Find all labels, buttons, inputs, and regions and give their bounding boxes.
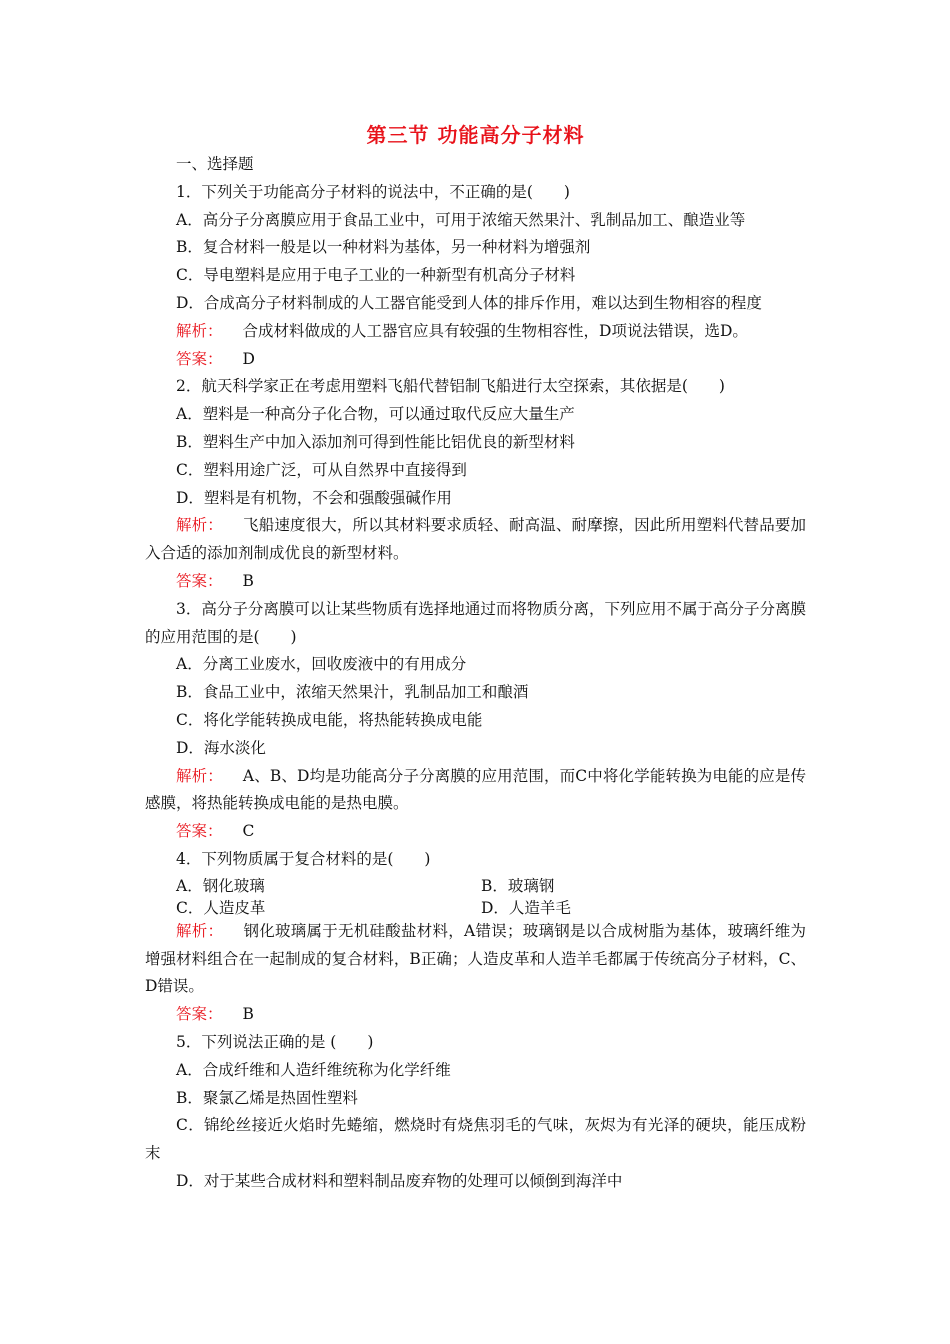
question-stem: 3．高分子分离膜可以让某些物质有选择地通过而将物质分离，下列应用不属于高分子分离膜的应用范围的是( ) [145,599,806,646]
question-1 [145,179,806,374]
question-stem: 4．下列物质属于复合材料的是( ) [176,849,431,868]
option-b: B．食品工业中，浓缩天然果汁，乳制品加工和酿酒 [176,683,529,702]
option-c: C．塑料用途广泛，可从自然界中直接得到 [176,460,467,479]
option-a: A．分离工业废水，回收废液中的有用成分 [176,655,467,674]
analysis-text: 钢化玻璃属于无机硅酸盐材料，A错误；玻璃钢是以合成树脂为基体，玻璃纤维为增强材料组合在一起制成的复合材料，B正确；人造皮革和人造羊毛都属于传统高分子材料，C、D错误。 [145,921,806,996]
analysis [145,763,806,819]
question-stem: 1．下列关于功能高分子材料的说法中，不正确的是( ) [176,182,570,201]
answer-value: C [242,822,255,841]
answer-value: B [242,571,254,590]
option-d: D．人造羊毛 [481,898,571,917]
option-b: B．塑料生产中加入添加剂可得到性能比铝优良的新型材料 [176,432,575,451]
options-row-1 [145,874,806,896]
section-heading: 一、选择题 [176,155,254,173]
analysis-text: A、B、D均是功能高分子分离膜的应用范围，而C中将化学能转换为电能的应是传感膜，将热能转换成电能的是热电膜。 [145,766,806,813]
option-d: D．塑料是有机物，不会和强酸强碱作用 [176,488,452,507]
options-row-2 [145,896,806,918]
option-c: C．导电塑料是应用于电子工业的一种新型有机高分子材料 [176,266,576,285]
option-a: A．钢化玻璃 [176,876,265,895]
option-d: D．对于某些合成材料和塑料制品废弃物的处理可以倾倒到海洋中 [176,1171,623,1190]
analysis-label: 解析： [176,516,223,535]
option-b: B．聚氯乙烯是热固性塑料 [176,1088,358,1107]
question-stem: 2．航天科学家正在考虑用塑料飞船代替铝制飞船进行太空探索，其依据是( ) [176,377,725,396]
answer-value: D [242,349,255,368]
option-a: A．塑料是一种高分子化合物，可以通过取代反应大量生产 [176,405,575,424]
analysis-label: 解析： [176,766,223,785]
option-a: A．高分子分离膜应用于食品工业中，可用于浓缩天然果汁、乳制品加工、酿造业等 [176,210,746,229]
answer [145,568,806,596]
analysis-text: 合成材料做成的人工器官应具有较强的生物相容性，D项说法错误，选D。 [242,321,748,340]
question-2 [145,373,806,595]
analysis [145,918,806,1001]
answer-label: 答案： [176,822,223,841]
option-c: C．将化学能转换成电能，将热能转换成电能 [176,710,483,729]
analysis-label: 解析： [176,921,224,940]
answer-label: 答案： [176,349,223,368]
answer-value: B [242,1005,254,1024]
answer [145,346,806,374]
question-5 [145,1029,806,1196]
question-stem: 5．下列说法正确的是 ( ) [176,1032,374,1051]
analysis [145,512,806,568]
option-b: B．复合材料一般是以一种材料为基体，另一种材料为增强剂 [176,238,591,257]
option-b: B．玻璃钢 [481,876,555,895]
question-4 [145,846,806,1029]
answer [145,818,806,846]
page-title: 第三节 功能高分子材料 [366,123,585,147]
option-d: D．合成高分子材料制成的人工器官能受到人体的排斥作用，难以达到生物相容的程度 [176,293,762,312]
answer-label: 答案： [176,1005,223,1024]
answer [145,1001,806,1029]
option-c: C．锦纶丝接近火焰时先蜷缩，燃烧时有烧焦羽毛的气味，灰烬为有光泽的硬块，能压成粉末 [145,1116,806,1163]
analysis-text: 飞船速度很大，所以其材料要求质轻、耐高温、耐摩擦，因此所用塑料代替品要加入合适的添加剂制成优良的新型材料。 [145,516,806,563]
option-a: A．合成纤维和人造纤维统称为化学纤维 [176,1060,451,1079]
question-3 [145,596,806,846]
option-c: C．人造皮革 [176,898,266,917]
analysis-label: 解析： [176,321,223,340]
option-d: D．海水淡化 [176,738,266,757]
answer-label: 答案： [176,571,223,590]
analysis [145,318,806,346]
